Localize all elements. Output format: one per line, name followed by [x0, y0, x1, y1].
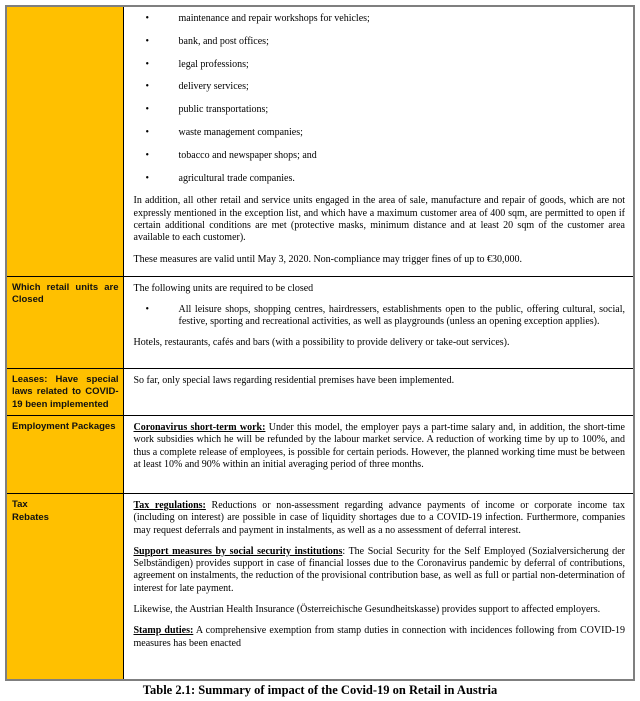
paragraph: So far, only special laws regarding residential premises have been implemented. [133, 374, 455, 386]
list-item [146, 13, 626, 25]
paragraph-text: Reductions or non-assessment regarding advance payments of income or corporate income tax (including on interest) are possible in case of liquidity shortages due to a COVID-19 infection. Furthermore, companies may request deferrals and payment in instalments, as well as a no assessment of deferral interest. [133, 500, 625, 536]
paragraph: Hotels, restaurants, cafés and bars (with a possibility to provide delivery or take-out services). [133, 337, 510, 349]
paragraph-lead: Coronavirus short-term work: [133, 422, 266, 433]
row-header-leases: Leases: Have special laws related to COVID-19 been implemented [6, 368, 123, 416]
list-item [146, 173, 626, 185]
bullet-text: maintenance and repair workshops for vehicles; [178, 13, 370, 24]
paragraph: In addition, all other retail and service units engaged in the area of sale, manufacture and repair of goods, which are not expressly mentioned in the exception list, and which have a maximum customer area of 400 sqm, are permitted to open if certain additional conditions are met (protective masks, minimum distance and at least 20 sqm of the customer area available to each customer). [133, 195, 625, 244]
row-body-leases [123, 368, 634, 416]
paragraph-lead: Tax regulations: [133, 500, 206, 511]
bullet-icon: • [145, 172, 150, 184]
bullet-text: delivery services; [178, 81, 249, 93]
bullet-icon: • [145, 35, 150, 47]
table-row-tax-rebates [6, 494, 634, 680]
paragraph: The following units are required to be closed [133, 282, 314, 294]
row-header-tax-rebates [6, 494, 123, 680]
bullet-icon: • [145, 58, 150, 70]
header-line: Tax [12, 499, 28, 510]
list-item [146, 81, 626, 93]
table-row-employment [6, 416, 634, 494]
bullet-text: All leisure shops, shopping centres, hairdressers, establishments open to the public, offering cultural, social, festive, sporting and recreational activities, as well as playgrounds (unless an opening exception applies). [178, 303, 625, 328]
table-caption: Table 2.1: Summary of impact of the Covid-19 on Retail in Austria [142, 683, 498, 697]
paragraph-text: A comprehensive exemption from stamp duties in connection with incidences following from COVID-19 measures has been enacted [133, 625, 625, 649]
row-body-closed-units [123, 276, 634, 368]
table-row-open-exceptions [6, 6, 634, 276]
bullet-icon: • [145, 81, 150, 93]
bullet-text: public transportations; [178, 104, 269, 116]
bullet-text: tobacco and newspaper shops; and [178, 149, 317, 161]
paragraph-lead: Stamp duties: [133, 625, 194, 637]
paragraph [134, 546, 626, 595]
list-item [146, 59, 626, 71]
bullet-text: waste management companies; [178, 126, 303, 138]
bullet-text: agricultural trade companies. [178, 172, 295, 184]
bullet-text: bank, and post offices; [178, 35, 269, 47]
bullet-icon: • [145, 104, 150, 116]
row-body-employment [123, 416, 634, 494]
header-line: Rebates [12, 511, 49, 523]
bullet-icon: • [145, 13, 150, 24]
paragraph-text: Under this model, the employer pays a part-time salary and, in addition, the short-time work subsidies which he will be refunded by the labour market service. A reduction of working time by up to 100%, and thus a complete release of employees, is possible for certain periods. However, the planned working time must be between at least 10% and 90% within an initial averaging period of three months. [133, 422, 625, 470]
bullet-icon: • [145, 303, 150, 315]
table-row-closed-units [6, 276, 634, 368]
paragraph [134, 625, 626, 650]
paragraph [134, 500, 626, 537]
list-item [146, 36, 626, 48]
bullet-icon: • [145, 149, 150, 161]
list-item [146, 127, 626, 139]
bullet-icon: • [145, 126, 150, 138]
row-header-cell-empty [6, 6, 123, 276]
paragraph: These measures are valid until May 3, 2020. Non-compliance may trigger fines of up to €30,000. [133, 253, 523, 265]
list-item [146, 104, 626, 116]
list-item [146, 304, 626, 329]
row-header-employment: Employment Packages [6, 416, 123, 494]
paragraph-text: : The Social Security for the Self Employed (Sozialversicherung der Selbständigen) provides support in case of financial losses due to the Coronavirus pandemic by deferral of contributions, agreement on instalments, the reduction of the provisional contribution base, as well as full or partial non-determination of interest for late payment. [133, 545, 625, 594]
paragraph [134, 422, 626, 471]
bullet-text: legal professions; [178, 58, 249, 70]
paragraph-lead: Support measures by social security institutions [133, 545, 343, 557]
row-header-closed-units: Which retail units are Closed [6, 276, 123, 368]
list-item [146, 150, 626, 162]
covid-impact-table [5, 5, 635, 681]
row-body-open-exceptions [123, 6, 634, 276]
table-row-leases [6, 368, 634, 416]
row-body-tax-rebates [123, 494, 634, 680]
paragraph: Likewise, the Austrian Health Insurance (Österreichische Gesundheitskasse) provides support to affected employers. [133, 604, 601, 616]
